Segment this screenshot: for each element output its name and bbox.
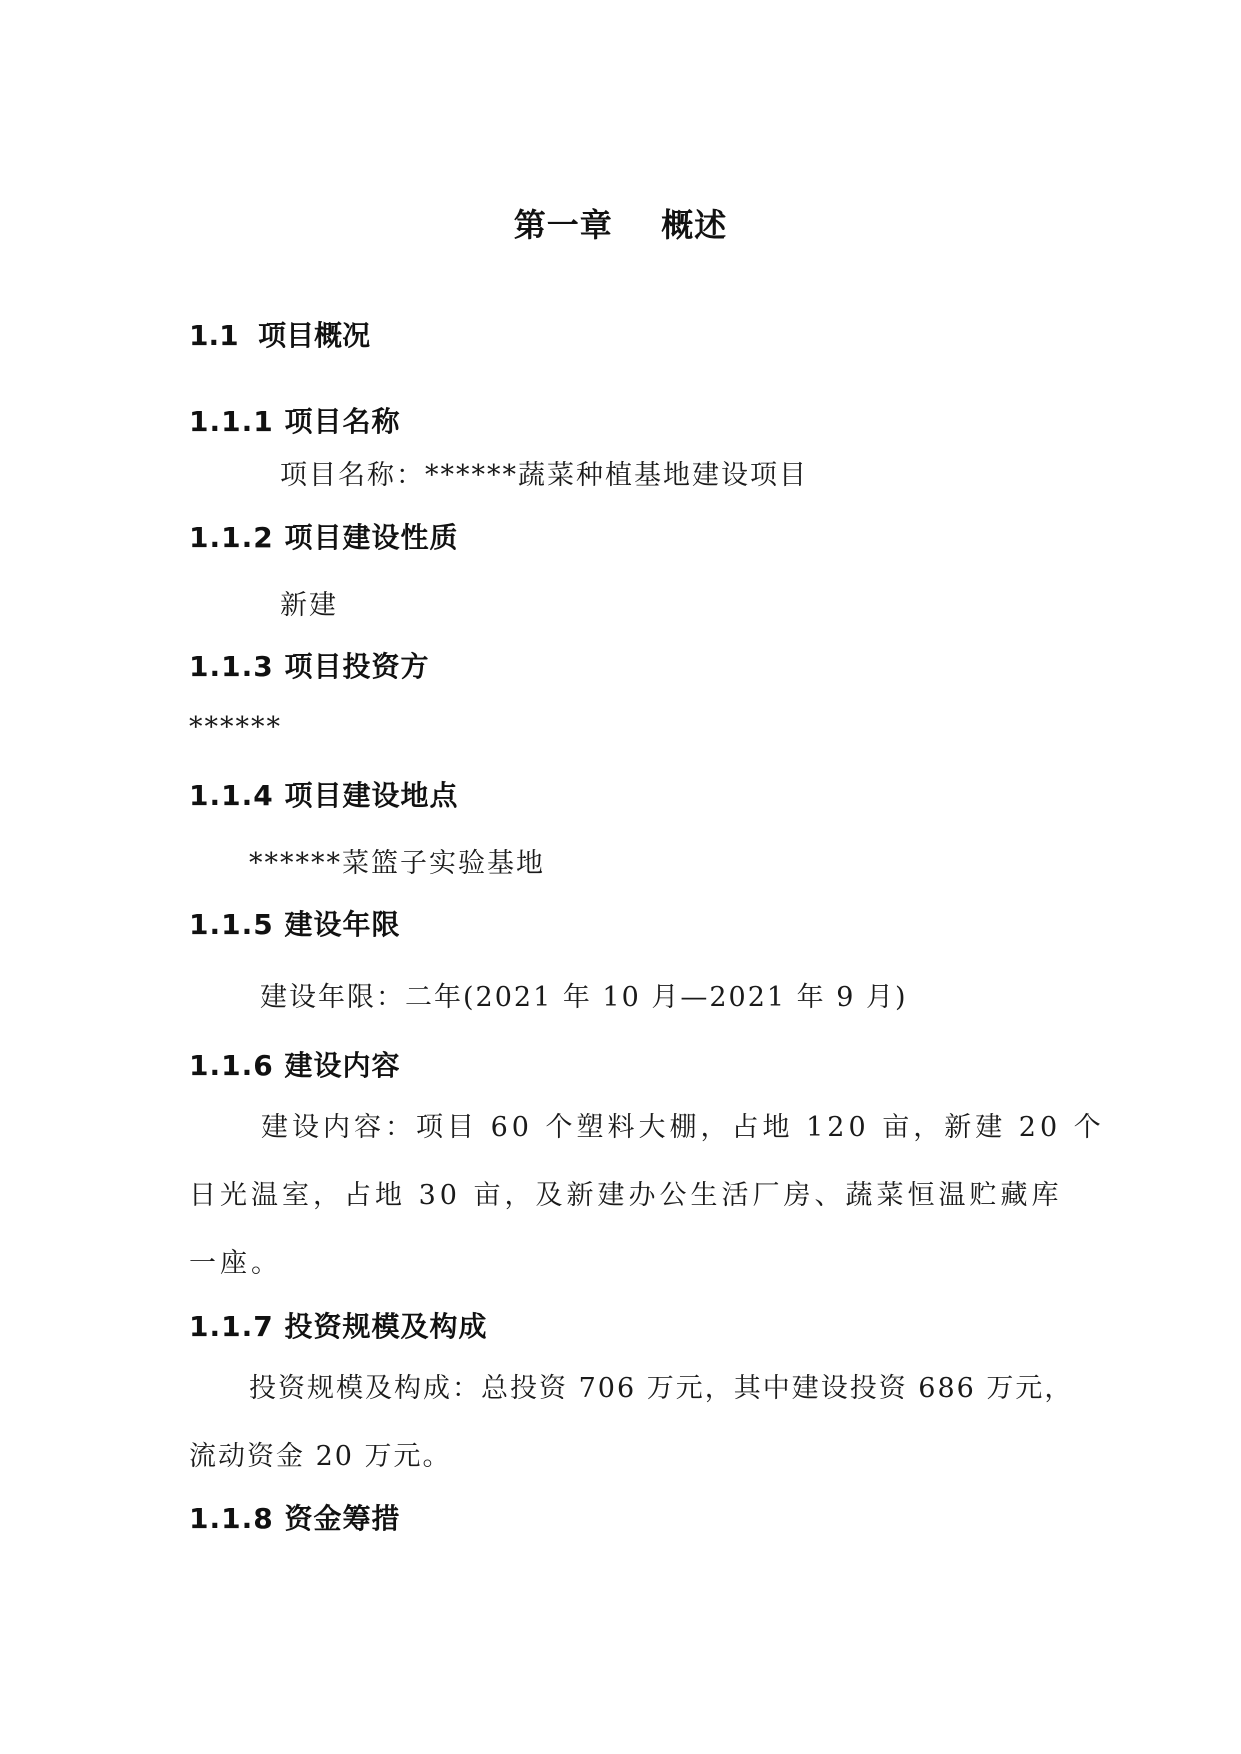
content-line: 日光温室，占地 30 亩，及新建办公生活厂房、蔬菜恒温贮藏库 — [189, 1180, 1063, 1211]
chapter-title: 第一章 概述 — [513, 206, 728, 244]
content-line: 一座。 — [189, 1248, 282, 1279]
subsection-heading-project-nature: 1.1.2 项目建设性质 — [189, 521, 459, 554]
subsection-heading-duration: 1.1.5 建设年限 — [189, 908, 401, 941]
location-text: ******菜篮子实验基地 — [249, 848, 545, 879]
content-line: 建设内容：项目 60 个塑料大棚，占地 120 亩，新建 20 个 — [261, 1112, 1105, 1143]
investor-text: ****** — [189, 712, 282, 743]
subsection-heading-funding: 1.1.8 资金筹措 — [189, 1502, 401, 1535]
duration-text: 建设年限：二年(2021 年 10 月—2021 年 9 月) — [260, 982, 908, 1013]
investment-paragraph — [189, 1355, 1074, 1491]
project-name-text: 项目名称：******蔬菜种植基地建设项目 — [280, 460, 808, 491]
section-heading-1-1: 1.1 项目概况 — [189, 319, 371, 352]
subsection-heading-location: 1.1.4 项目建设地点 — [189, 779, 459, 812]
investment-line: 投资规模及构成：总投资 706 万元，其中建设投资 686 万元， — [249, 1373, 1074, 1404]
content-paragraph — [189, 1094, 1105, 1298]
project-nature-text: 新建 — [280, 590, 338, 621]
subsection-heading-project-name: 1.1.1 项目名称 — [189, 405, 401, 438]
subsection-heading-investment: 1.1.7 投资规模及构成 — [189, 1310, 488, 1343]
investment-line: 流动资金 20 万元。 — [189, 1441, 452, 1472]
subsection-heading-investor: 1.1.3 项目投资方 — [189, 650, 430, 683]
subsection-heading-content: 1.1.6 建设内容 — [189, 1049, 401, 1082]
